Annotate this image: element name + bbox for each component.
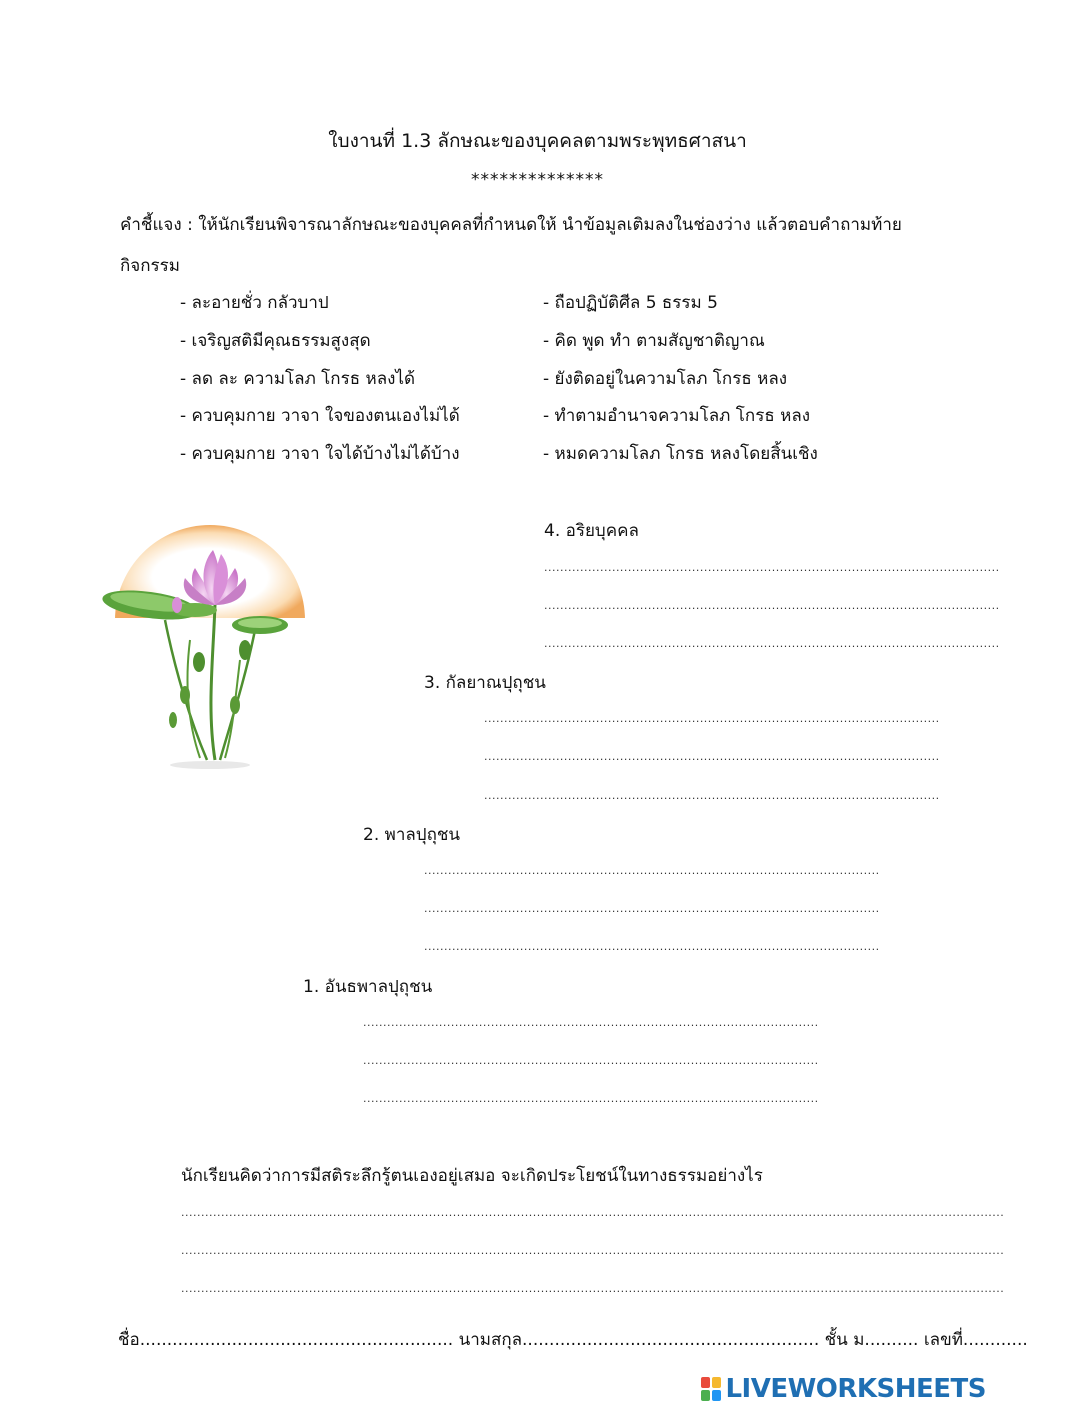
level-4-answer-line-3[interactable]: ..................................................................................................................	[544, 637, 1000, 650]
worksheet-title: ใบงานที่ 1.3 ลักษณะของบุคคลตามพระพุทธศาสนา	[328, 130, 747, 152]
level-1-heading: 1. อันธพาลปุถุชน	[303, 977, 433, 997]
title-divider-stars: **************	[471, 170, 604, 190]
instruction-line-1: คำชี้แจง : ให้นักเรียนพิจารณาลักษณะของบุคคลที่กำหนดให้ นำข้อมูลเติมลงในช่องว่าง แล้วตอบคำถามท้าย	[120, 215, 902, 235]
level-2-heading: 2. พาลปุถุชน	[363, 825, 461, 845]
level-3-answer-line-1[interactable]: ..................................................................................................................	[484, 712, 940, 725]
choice-left-5: - ควบคุมกาย วาจา ใจได้บ้างไม่ได้บ้าง	[180, 444, 460, 464]
choice-left-1: - ละอายชั่ว กลัวบาป	[180, 293, 329, 313]
choice-right-1: - ถือปฏิบัติศีล 5 ธรรม 5	[543, 293, 718, 313]
choice-right-5: - หมดความโลภ โกรธ หลงโดยสิ้นเชิง	[543, 444, 818, 464]
level-1-answer-line-2[interactable]: ..................................................................................................................	[363, 1054, 819, 1067]
choice-right-3: - ยังติดอยู่ในความโลภ โกรธ หลง	[543, 369, 788, 389]
choice-right-4: - ทำตามอำนาจความโลภ โกรธ หลง	[543, 406, 811, 426]
level-2-answer-line-3[interactable]: ..................................................................................................................	[424, 940, 880, 953]
question-answer-line-2[interactable]: ..............................................................................................................................................................................................................	[181, 1244, 1005, 1257]
level-1-answer-line-1[interactable]: ..................................................................................................................	[363, 1016, 819, 1029]
question-answer-line-1[interactable]: ..............................................................................................................................................................................................................	[181, 1206, 1005, 1219]
reflection-question: นักเรียนคิดว่าการมีสติระลึกรู้ตนเองอยู่เสมอ จะเกิดประโยชน์ในทางธรรมอย่างไร	[181, 1166, 763, 1186]
question-answer-line-3[interactable]: ..............................................................................................................................................................................................................	[181, 1282, 1005, 1295]
level-3-answer-line-3[interactable]: ..................................................................................................................	[484, 789, 940, 802]
level-4-answer-line-2[interactable]: ..................................................................................................................	[544, 599, 1000, 612]
choice-right-2: - คิด พูด ทำ ตามสัญชาติญาณ	[543, 331, 765, 351]
lotus-icon	[95, 510, 325, 775]
liveworksheets-logo	[701, 1374, 986, 1404]
choice-left-4: - ควบคุมกาย วาจา ใจของตนเองไม่ได้	[180, 406, 460, 426]
liveworksheets-logo-text: LIVEWORKSHEETS	[725, 1374, 986, 1404]
student-info-fields[interactable]: ชื่อ.......................................................... นามสกุล....................................................... ชั้น ม.......... เลขที่............	[118, 1330, 1028, 1350]
level-2-answer-line-2[interactable]: ..................................................................................................................	[424, 902, 880, 915]
lotus-illustration	[95, 510, 325, 775]
level-3-heading: 3. กัลยาณปุถุชน	[424, 673, 546, 693]
level-4-heading: 4. อริยบุคคล	[544, 521, 639, 541]
level-4-answer-line-1[interactable]: ..................................................................................................................	[544, 561, 1000, 574]
choice-left-3: - ลด ละ ความโลภ โกรธ หลงได้	[180, 369, 416, 389]
instruction-line-2: กิจกรรม	[120, 256, 181, 276]
choice-left-2: - เจริญสติมีคุณธรรมสูงสุด	[180, 331, 371, 351]
level-2-answer-line-1[interactable]: ..................................................................................................................	[424, 864, 880, 877]
level-1-answer-line-3[interactable]: ..................................................................................................................	[363, 1092, 819, 1105]
level-3-answer-line-2[interactable]: ..................................................................................................................	[484, 750, 940, 763]
liveworksheets-logo-icon	[701, 1377, 721, 1401]
